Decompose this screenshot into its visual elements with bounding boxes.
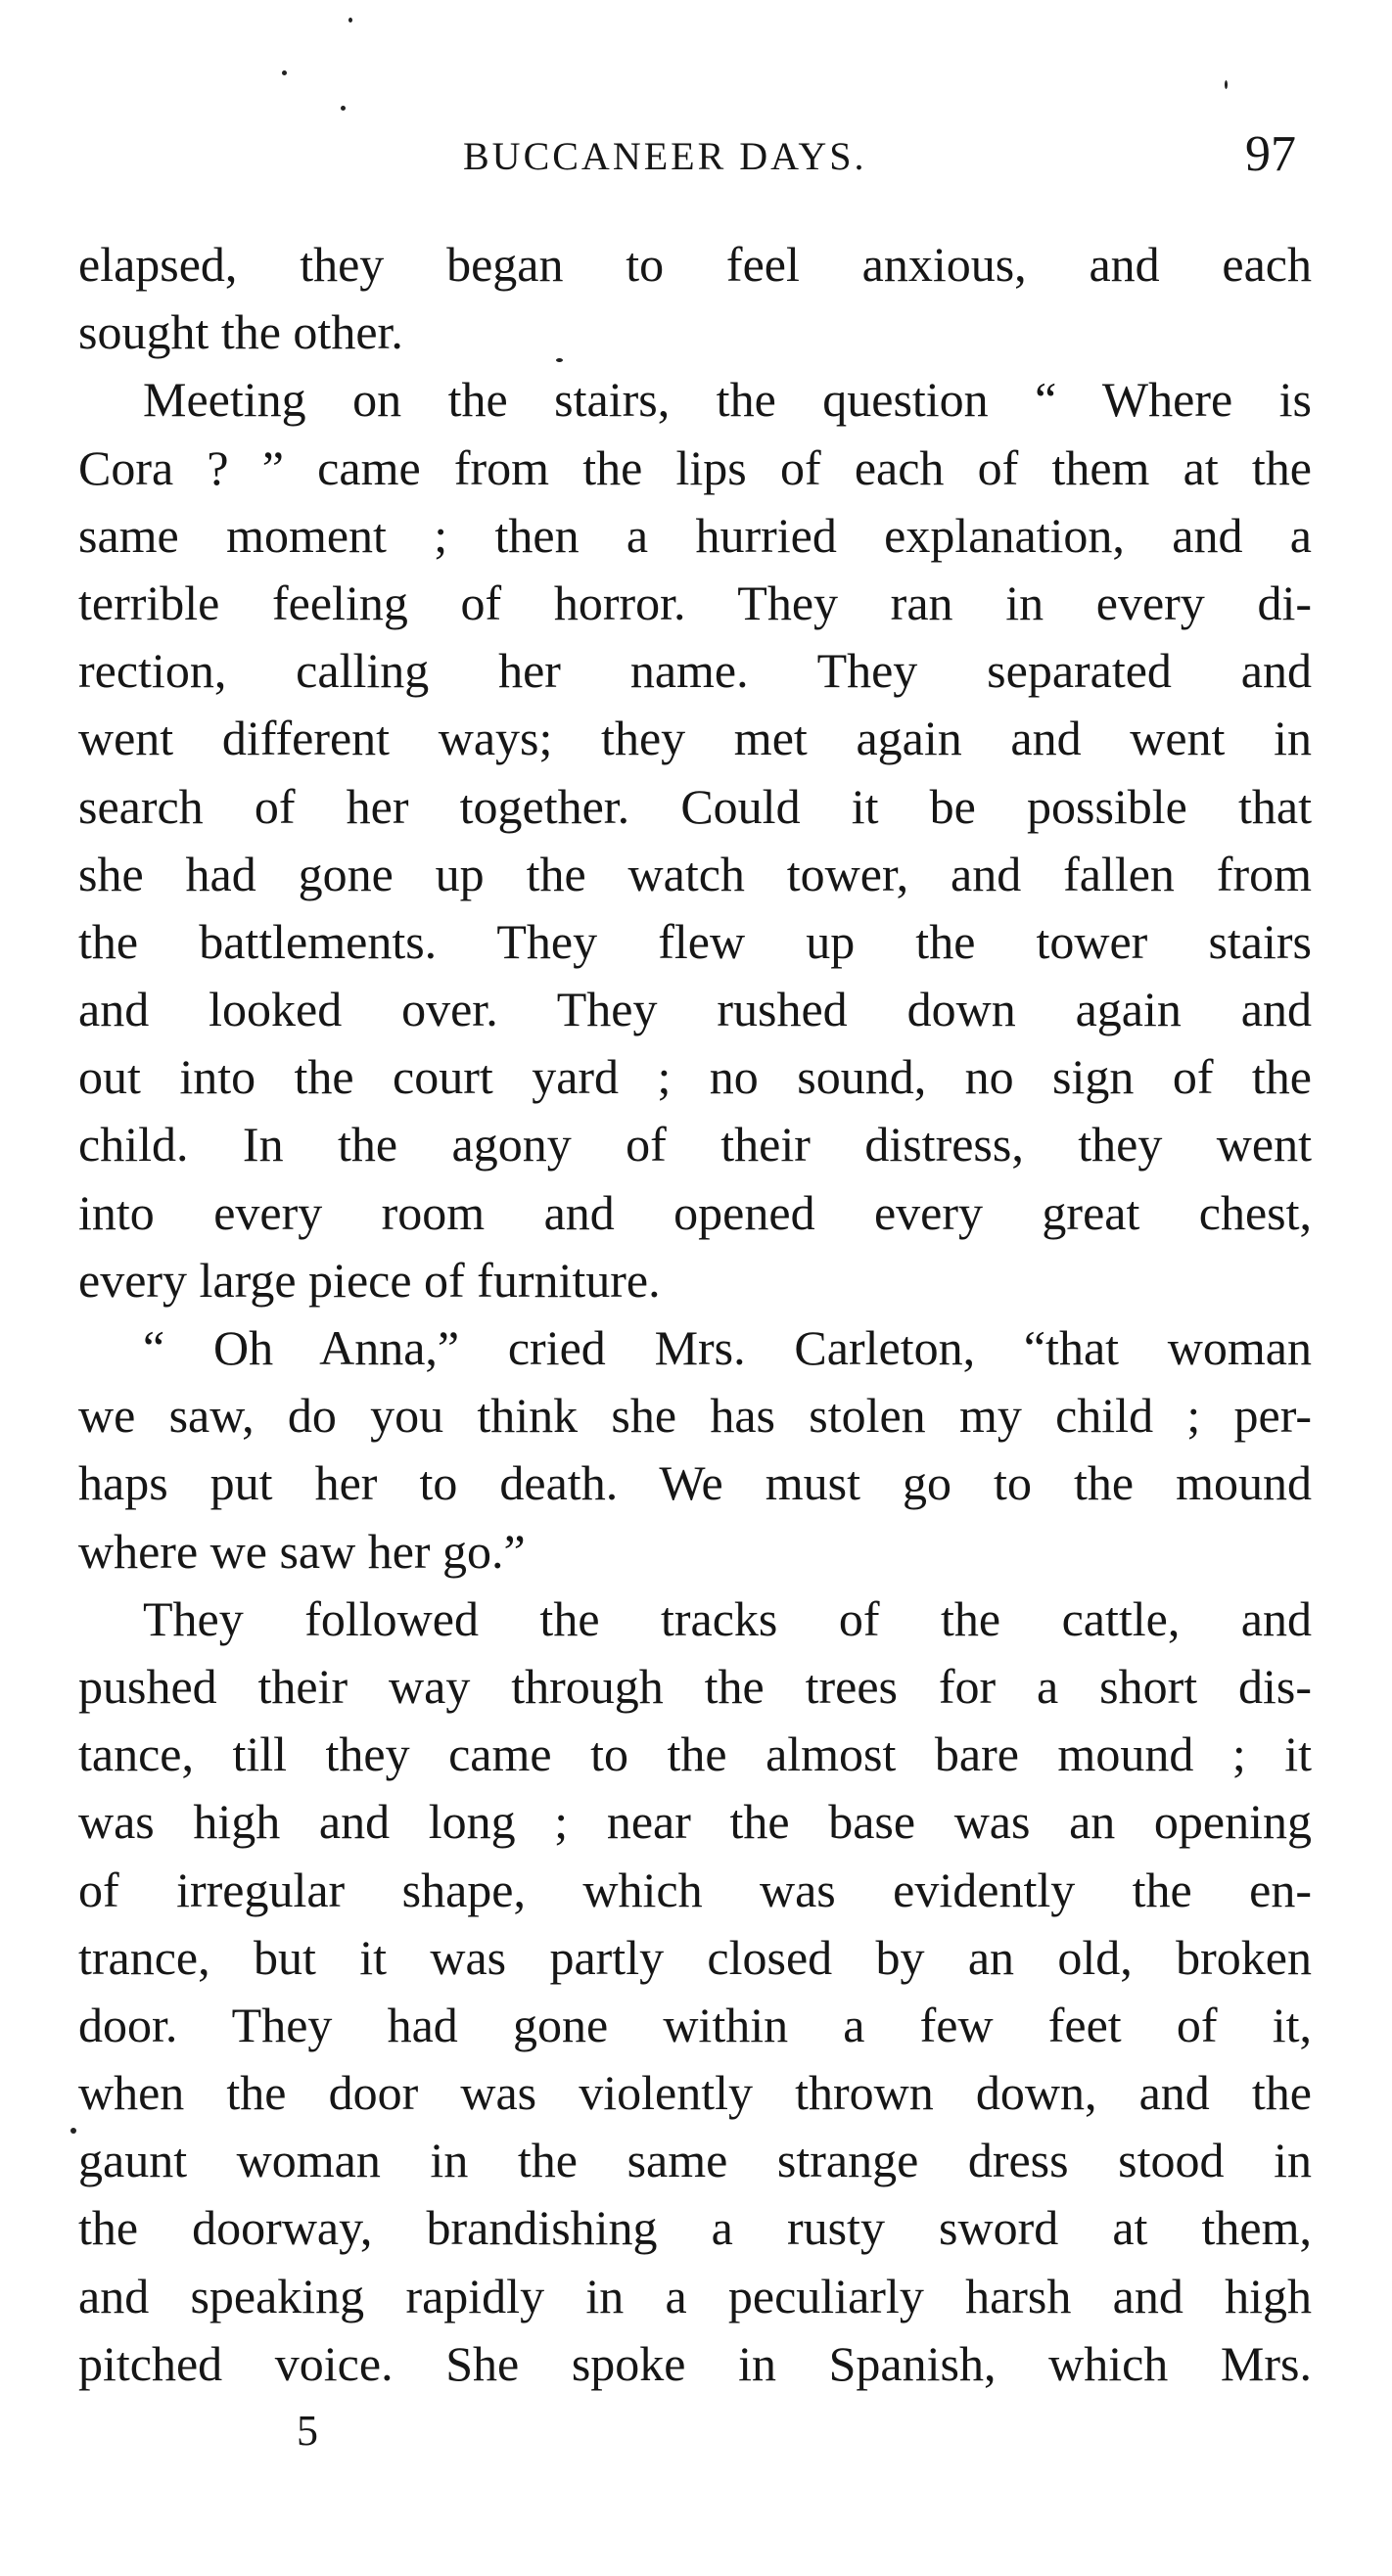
text-line: search of her together. Could it be possible that: [78, 778, 1312, 834]
print-speck: [556, 358, 563, 362]
text-line: every large piece of furniture.: [78, 1252, 661, 1308]
text-line: Meeting on the stairs, the question “ Where is: [143, 372, 1312, 428]
text-line: sought the other.: [78, 304, 403, 360]
text-line: tance, till they came to the almost bare mound ; it: [78, 1726, 1312, 1782]
print-speck: [1225, 80, 1228, 89]
text-line: Cora ? ” came from the lips of each of them at the: [78, 439, 1312, 495]
text-line: pitched voice. She spoke in Spanish, which Mrs.: [78, 2335, 1312, 2391]
print-speck: [282, 70, 287, 75]
signature-mark: 5: [297, 2407, 318, 2455]
text-line: of irregular shape, which was evidently the en-: [78, 1862, 1312, 1917]
print-speck: [341, 106, 346, 111]
text-line: the battlements. They flew up the tower stairs: [78, 913, 1312, 969]
text-line: pushed their way through the trees for a short dis-: [78, 1658, 1312, 1714]
text-line: where we saw her go.”: [78, 1523, 526, 1579]
text-line: she had gone up the watch tower, and fallen from: [78, 846, 1312, 901]
running-head: [0, 125, 1392, 194]
text-line: went different ways; they met again and went in: [78, 711, 1312, 766]
text-line: They followed the tracks of the cattle, and: [143, 1590, 1312, 1646]
text-line: and speaking rapidly in a peculiarly harsh and high: [78, 2268, 1312, 2323]
print-speck: [70, 2128, 76, 2134]
text-line: terrible feeling of horror. They ran in every di-: [78, 575, 1312, 630]
text-line: door. They had gone within a few feet of it,: [78, 1997, 1312, 2052]
text-line: haps put her to death. We must go to the mound: [78, 1455, 1312, 1511]
text-line: into every room and opened every great chest,: [78, 1184, 1312, 1240]
page-number: 97: [1245, 126, 1296, 182]
text-line: “ Oh Anna,” cried Mrs. Carleton, “that woman: [143, 1320, 1312, 1375]
text-line: when the door was violently thrown down, and the: [78, 2065, 1312, 2121]
text-line: the doorway, brandishing a rusty sword at them,: [78, 2200, 1312, 2256]
body-text: [78, 231, 1312, 2398]
text-line: rection, calling her name. They separated and: [78, 643, 1312, 699]
text-line: trance, but it was partly closed by an old, broken: [78, 1929, 1312, 1985]
text-line: out into the court yard ; no sound, no sign of the: [78, 1049, 1312, 1105]
text-line: elapsed, they began to feel anxious, and each: [78, 237, 1312, 292]
text-line: gaunt woman in the same strange dress stood in: [78, 2133, 1312, 2188]
text-line: and looked over. They rushed down again and: [78, 982, 1312, 1037]
text-line: child. In the agony of their distress, they went: [78, 1117, 1312, 1173]
text-line: same moment ; then a hurried explanation, and a: [78, 507, 1312, 563]
running-title: BUCCANEER DAYS.: [463, 134, 867, 178]
print-speck: [348, 18, 352, 23]
text-line: was high and long ; near the base was an opening: [78, 1794, 1312, 1850]
text-line: we saw, do you think she has stolen my child ; per-: [78, 1388, 1312, 1444]
